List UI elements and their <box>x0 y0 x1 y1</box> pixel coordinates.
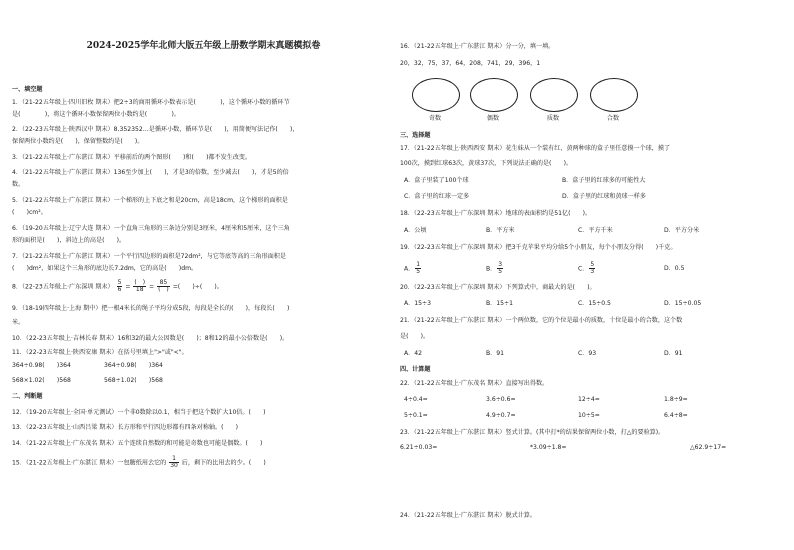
question-19-option-c[interactable]: C． $\frac{5}{3}$ <box>578 261 595 275</box>
question-8-prefix: 8．（22-23五年级上·广东深圳 期末） <box>12 283 114 291</box>
question-11-row-2a: 568×1.02( )568 <box>12 377 71 384</box>
question-20-option-d[interactable]: D．15÷0.05 <box>664 300 702 307</box>
question-12: 12．（19-20五年级上·全国·单元测试）一个非0数除以0.1，相当于把这个数扩大10倍。( ) <box>12 409 266 416</box>
question-17-line-2: 100次，摸到红球63次，黄球37次，下列说法正确的是( )。 <box>400 160 573 167</box>
calc-item: 6.4÷8= <box>664 412 688 419</box>
fraction: $\frac{85}{( )}$ <box>158 279 169 293</box>
question-8: 8．（22-23五年级上·广东深圳 期末） $\frac{5}{6}$ = $\frac{( )}{18}$ = $\frac{85}{( )}$ =( )÷( )。 <box>12 279 223 293</box>
question-6-line-1: 6．（19-20五年级上·辽宁大连 期末）一个直角三角形的三条边分别是3厘米，4厘米和5厘米，这个三角 <box>12 225 290 232</box>
question-22: 22．（21-22五年级上·广东茂名 期末）直接写出得数。 <box>400 380 549 387</box>
question-1-line-2: 是( )，将这个循环小数保留两位小数约是( )。 <box>12 111 180 118</box>
question-18-option-d[interactable]: D．平方分米 <box>664 227 700 234</box>
question-19: 19．（22-23五年级上·广东深圳 期末）把3千克苹果平均分给5个小朋友，每个小朋友分得( )千克。 <box>400 244 677 251</box>
prime-oval[interactable] <box>530 78 578 112</box>
question-7-line-1: 7．（21-22五年级上·广东湛江 期末）一个平行四边形的面积是72dm²，与它等底等高的三角形面积是 <box>12 253 286 260</box>
question-21-line-2: 是( )。 <box>400 333 430 340</box>
calc-item: 4÷0.4= <box>404 396 428 403</box>
question-18-option-a[interactable]: A．公顷 <box>404 227 427 234</box>
question-24: 24．（21-22五年级上·广东湛江 期末）脱式计算。 <box>400 512 536 519</box>
question-15: 15．（21-22五年级上·广东湛江 期末）一包糖纸用去它的 $\frac{1}{30}$ 后，剩下的比用去的少。( ) <box>12 455 266 469</box>
question-20-option-c[interactable]: C．15÷0.5 <box>578 300 611 307</box>
question-6-line-2: 形的面积是( )，斜边上的高是( )。 <box>12 237 126 244</box>
calc-item: 4.9÷0.7= <box>486 412 516 419</box>
question-2-line-2: 保留两位小数约是( )，保留整数约是( )。 <box>12 138 144 145</box>
question-18-option-b[interactable]: B．平方米 <box>486 227 515 234</box>
question-17-option-d[interactable]: D．盒子里的红球和黄球一样多 <box>562 193 646 200</box>
composite-oval[interactable] <box>590 78 638 112</box>
question-18-option-c[interactable]: C．平方千米 <box>578 227 613 234</box>
fraction: $\frac{5}{3}$ <box>590 261 595 275</box>
question-10: 10．（22-23五年级上·吉林长春 期末）16和32的最大公因数是( )；8和12的最小公倍数是( )。 <box>12 335 289 342</box>
question-20-option-a[interactable]: A．15÷3 <box>404 300 431 307</box>
even-oval[interactable] <box>470 78 518 112</box>
classification-ovals <box>404 78 654 126</box>
question-11: 11．（22-23五年级上·陕西安康 期末）在括号里填上">"或"<"。 <box>12 349 188 356</box>
calc-item: 12÷4= <box>578 396 600 403</box>
calc-item: 5÷0.1= <box>404 412 428 419</box>
section-choice-heading: 三、选择题 <box>400 132 431 139</box>
question-17-option-a[interactable]: A．盒子里装了100个球 <box>404 177 469 184</box>
question-9-line-2: 米。 <box>12 319 25 326</box>
question-19-option-b[interactable]: B． $\frac{3}{5}$ <box>486 261 503 275</box>
odd-oval[interactable] <box>412 78 460 112</box>
fraction: $\frac{( )}{18}$ <box>134 279 146 293</box>
question-1-line-1: 1．（21-22五年级上·四川旧枚 期末）把2÷3的商用循环小数表示是( )，这个循环小数的循环节 <box>12 99 290 106</box>
question-20-option-b[interactable]: B．15÷1 <box>486 300 514 307</box>
question-3: 3．（21-22五年级上·广东湛江 期末）平移前后的两个图形( )和( )都不发生改变。 <box>12 154 252 161</box>
question-21-option-c[interactable]: C．93 <box>578 350 597 357</box>
question-23: 23．（21-22五年级上·广东湛江 期末）竖式计算。(其中打*的结果保留两位小数，打△的要验算)。 <box>400 429 665 436</box>
question-17-option-b[interactable]: B．盒子里的红球多的可能性大 <box>562 177 646 184</box>
oval-label-prime: 质数 <box>546 115 560 122</box>
question-7-line-2: ( )dm²，如果这个三角形的底边长7.2dm，它的高是( )dm。 <box>12 265 198 272</box>
oval-label-even: 偶数 <box>486 115 500 122</box>
question-21-option-a[interactable]: A．42 <box>404 350 423 357</box>
fraction: $\frac{3}{5}$ <box>498 261 503 275</box>
question-11-row-1b: 364÷0.98( )364 <box>104 362 163 369</box>
question-14: 14．（21-22五年级上·广东茂名 期末）五个连续自然数的和可能是奇数也可能是偶数。( ) <box>12 440 263 447</box>
question-16-numbers: 20，32，75，37，64，208，741，29，396，1 <box>400 60 541 67</box>
question-9-line-1: 9．（18-19四年级上·上海 期中）把一根4米长的绳子平均分成5段，每段是全长的( )，每段长( ) <box>12 305 290 312</box>
question-21-line-1: 21．（21-22五年级上·广东湛江 期末）一个两位数，它的个位是最小的质数，十位是最小的合数，这个数 <box>400 317 683 324</box>
question-21-option-b[interactable]: B．91 <box>486 350 505 357</box>
question-5-line-2: ( )cm²。 <box>12 209 47 216</box>
oval-label-odd: 奇数 <box>428 115 442 122</box>
vertical-calc-item: △62.9÷17= <box>690 444 727 451</box>
fraction: $\frac{1}{5}$ <box>416 261 421 275</box>
question-13: 13．（22-23五年级上·山西吕梁 期末）长方形和平行四边形都有四条对称轴。( ) <box>12 424 239 431</box>
question-19-option-d[interactable]: D．0.5 <box>664 265 685 272</box>
calc-item: 1.8÷9= <box>664 396 688 403</box>
question-18: 18．（22-23五年级上·广东深圳 期末）地球的表面积约是51亿( )。 <box>400 210 592 217</box>
question-4-line-2: 数。 <box>12 181 25 188</box>
calc-item: 3.6÷0.6= <box>486 396 516 403</box>
question-20: 20．（22-23五年级上·广东深圳 期末）下列算式中，商最大的是( )。 <box>400 284 596 291</box>
question-4-line-1: 4．（21-22五年级上·广东湛江 期末）136至少加上( )，才是3的倍数，至少减去( )，才是5的倍 <box>12 169 289 176</box>
calc-item: 10÷5= <box>578 412 600 419</box>
oval-label-composite: 合数 <box>606 115 620 122</box>
question-11-row-1a: 364÷0.98( )364 <box>12 362 71 369</box>
question-2-line-1: 2．（22-23五年级上·陕西汉中 期末）8.352352…是循环小数，循环节是( )，用简便写法记作( )， <box>12 126 299 133</box>
question-17-option-c[interactable]: C．盒子里的红球一定多 <box>404 193 470 200</box>
question-19-option-a[interactable]: A． $\frac{1}{5}$ <box>404 261 421 275</box>
section-calculation-heading: 四、计算题 <box>400 366 431 373</box>
question-17-line-1: 17．（21-22五年级上·陕西西安 期末）花生妹从一个装有红、黄两种球的盒子里任意摸一个球，摸了 <box>400 145 671 152</box>
fraction: $\frac{5}{6}$ <box>117 279 122 293</box>
question-11-row-2b: 568÷1.02( )568 <box>104 377 163 384</box>
question-5-line-1: 5．（21-22五年级上·广东湛江 期末）一个梯形的上下底之和是20cm，高是18cm，这个梯形的面积是 <box>12 197 288 204</box>
question-16: 16．（21-22五年级上·广东湛江 期末）分一分，填一填。 <box>400 43 555 50</box>
page-title: 2024-2025学年北师大版五年级上册数学期末真题模拟卷 <box>86 41 321 51</box>
question-21-option-d[interactable]: D．91 <box>664 350 683 357</box>
vertical-calc-item: 6.21÷0.03= <box>400 444 438 451</box>
section-judgement-heading: 二、判断题 <box>12 393 43 400</box>
section-fill-blank-heading: 一、填空题 <box>12 86 43 93</box>
fraction: $\frac{1}{30}$ <box>170 455 178 469</box>
vertical-calc-item: *3.09÷1.8≈ <box>530 444 567 451</box>
